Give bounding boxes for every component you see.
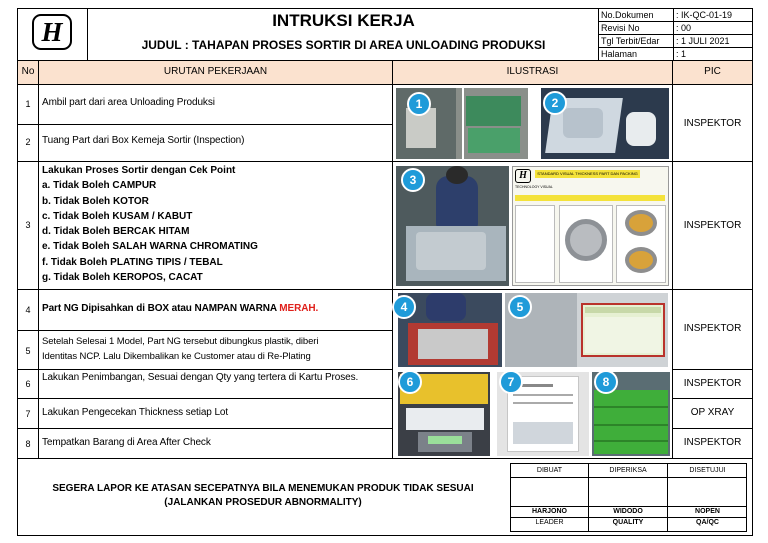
step-text-8: Tempatkan Barang di Area After Check — [42, 437, 211, 448]
illustration-badge-8: 8 — [594, 370, 618, 394]
step-number-3: 3 — [25, 220, 31, 230]
step-3-line: f. Tidak Boleh PLATING TIPIS / TEBAL — [42, 256, 223, 268]
illustration-badge-2: 2 — [543, 91, 567, 115]
warning-line-2: (JALANKAN PROSEDUR ABNORMALITY) — [164, 497, 362, 508]
step-number-7: 7 — [25, 409, 31, 419]
pic-row-8: INSPEKTOR — [683, 437, 742, 448]
pic-row-6: INSPEKTOR — [683, 378, 742, 389]
step-number-4: 4 — [25, 305, 31, 315]
approval-role-disetujui: DISETUJUI — [689, 467, 726, 474]
illustration-badge-4: 4 — [392, 295, 416, 319]
approval-name-nopen: NOPEN — [695, 508, 720, 515]
meta-label-terbit: Tgl Terbit/Edar — [601, 36, 660, 46]
warning-line-1: SEGERA LAPOR KE ATASAN SECEPATNYA BILA MENEMUKAN PRODUK TIDAK SESUAI — [52, 483, 474, 494]
step-text-4 — [42, 303, 318, 314]
step-text-3 — [42, 163, 258, 285]
card-logo: H — [515, 169, 531, 183]
pic-row-7: OP XRAY — [690, 407, 735, 418]
approval-name-widodo: WIDODO — [613, 508, 643, 515]
card-brand: TECHNOLOGY VISUAL — [515, 185, 553, 189]
meta-value-halaman: : 1 — [676, 49, 687, 59]
illustration-badge-1: 1 — [407, 92, 431, 116]
step-text-6: Lakukan Penimbangan, Sesuai dengan Qty yang tertera di Kartu Proses. — [42, 372, 359, 383]
step-3-line: b. Tidak Boleh KOTOR — [42, 195, 149, 207]
card-title: STANDARD VISUAL THICKNESS PART DAN PACKING — [535, 170, 640, 178]
column-header-ilustrasi: ILUSTRASI — [506, 66, 559, 77]
approval-position-leader: LEADER — [535, 519, 564, 526]
document-subtitle: JUDUL : TAHAPAN PROSES SORTIR DI AREA UNLOADING PRODUKSI — [141, 38, 546, 52]
step-text-5-line1: Setelah Selesai 1 Model, Part NG tersebut dibungkus plastik, diberi — [42, 336, 319, 347]
pic-rows-4-5: INSPEKTOR — [683, 323, 742, 334]
step-3-line: g. Tidak Boleh KEROPOS, CACAT — [42, 272, 203, 284]
meta-label-halaman: Halaman — [601, 49, 638, 59]
meta-label-revisi: Revisi No — [601, 23, 640, 33]
step-text-7: Lakukan Pengecekan Thickness setiap Lot — [42, 407, 229, 418]
standard-visual-card — [512, 166, 669, 286]
illustration-badge-3: 3 — [401, 168, 425, 192]
step-number-6: 6 — [25, 379, 31, 389]
logo-letter: H — [41, 17, 63, 47]
meta-value-dokumen: : IK-QC-01-19 — [676, 10, 733, 20]
step-3-line: Lakukan Proses Sortir dengan Cek Point — [42, 165, 236, 176]
illustration-badge-5: 5 — [508, 295, 532, 319]
approval-position-quality: QUALITY — [612, 519, 644, 526]
step-text-2: Tuang Part dari Box Kemeja Sortir (Inspection) — [42, 135, 245, 146]
step-text-5-line2: Identitas NCP. Lalu Dikembalikan ke Customer atau di Re-Plating — [42, 351, 311, 362]
meta-value-terbit: : 1 JULI 2021 — [676, 36, 730, 46]
column-header-pic: PIC — [704, 66, 721, 77]
document-title: INTRUKSI KERJA — [272, 11, 415, 30]
meta-label-dokumen: No.Dokumen — [601, 10, 654, 20]
step-3-line: d. Tidak Boleh BERCAK HITAM — [42, 226, 190, 238]
illustration-badge-6: 6 — [398, 370, 422, 394]
approval-role-diperiksa: DIPERIKSA — [609, 467, 647, 474]
pic-rows-1-2: INSPEKTOR — [683, 118, 742, 129]
step-text-1: Ambil part dari area Unloading Produksi — [42, 97, 215, 108]
column-header-no: No — [21, 66, 35, 77]
approval-position-qaqc: QA/QC — [696, 519, 719, 526]
step-number-2: 2 — [25, 137, 31, 147]
step-number-1: 1 — [25, 99, 31, 109]
column-header-urutan: URUTAN PEKERJAAN — [163, 66, 268, 77]
step-3-line: a. Tidak Boleh CAMPUR — [42, 180, 157, 192]
step-3-line: c. Tidak Boleh KUSAM / KABUT — [42, 210, 193, 222]
step-4-highlight-red: MERAH. — [279, 303, 319, 314]
company-logo — [32, 14, 72, 50]
step-number-8: 8 — [25, 439, 31, 449]
step-3-line: e. Tidak Boleh SALAH WARNA CHROMATING — [42, 241, 258, 253]
approval-name-harjono: HARJONO — [531, 508, 567, 515]
pic-row-3: INSPEKTOR — [683, 220, 742, 231]
step-4-text: Part NG Dipisahkan di BOX atau NAMPAN WARNA — [42, 303, 280, 314]
meta-value-revisi: : 00 — [676, 23, 692, 33]
step-number-5: 5 — [25, 346, 31, 356]
illustration-badge-7: 7 — [499, 370, 523, 394]
approval-role-dibuat: DIBUAT — [536, 467, 563, 474]
